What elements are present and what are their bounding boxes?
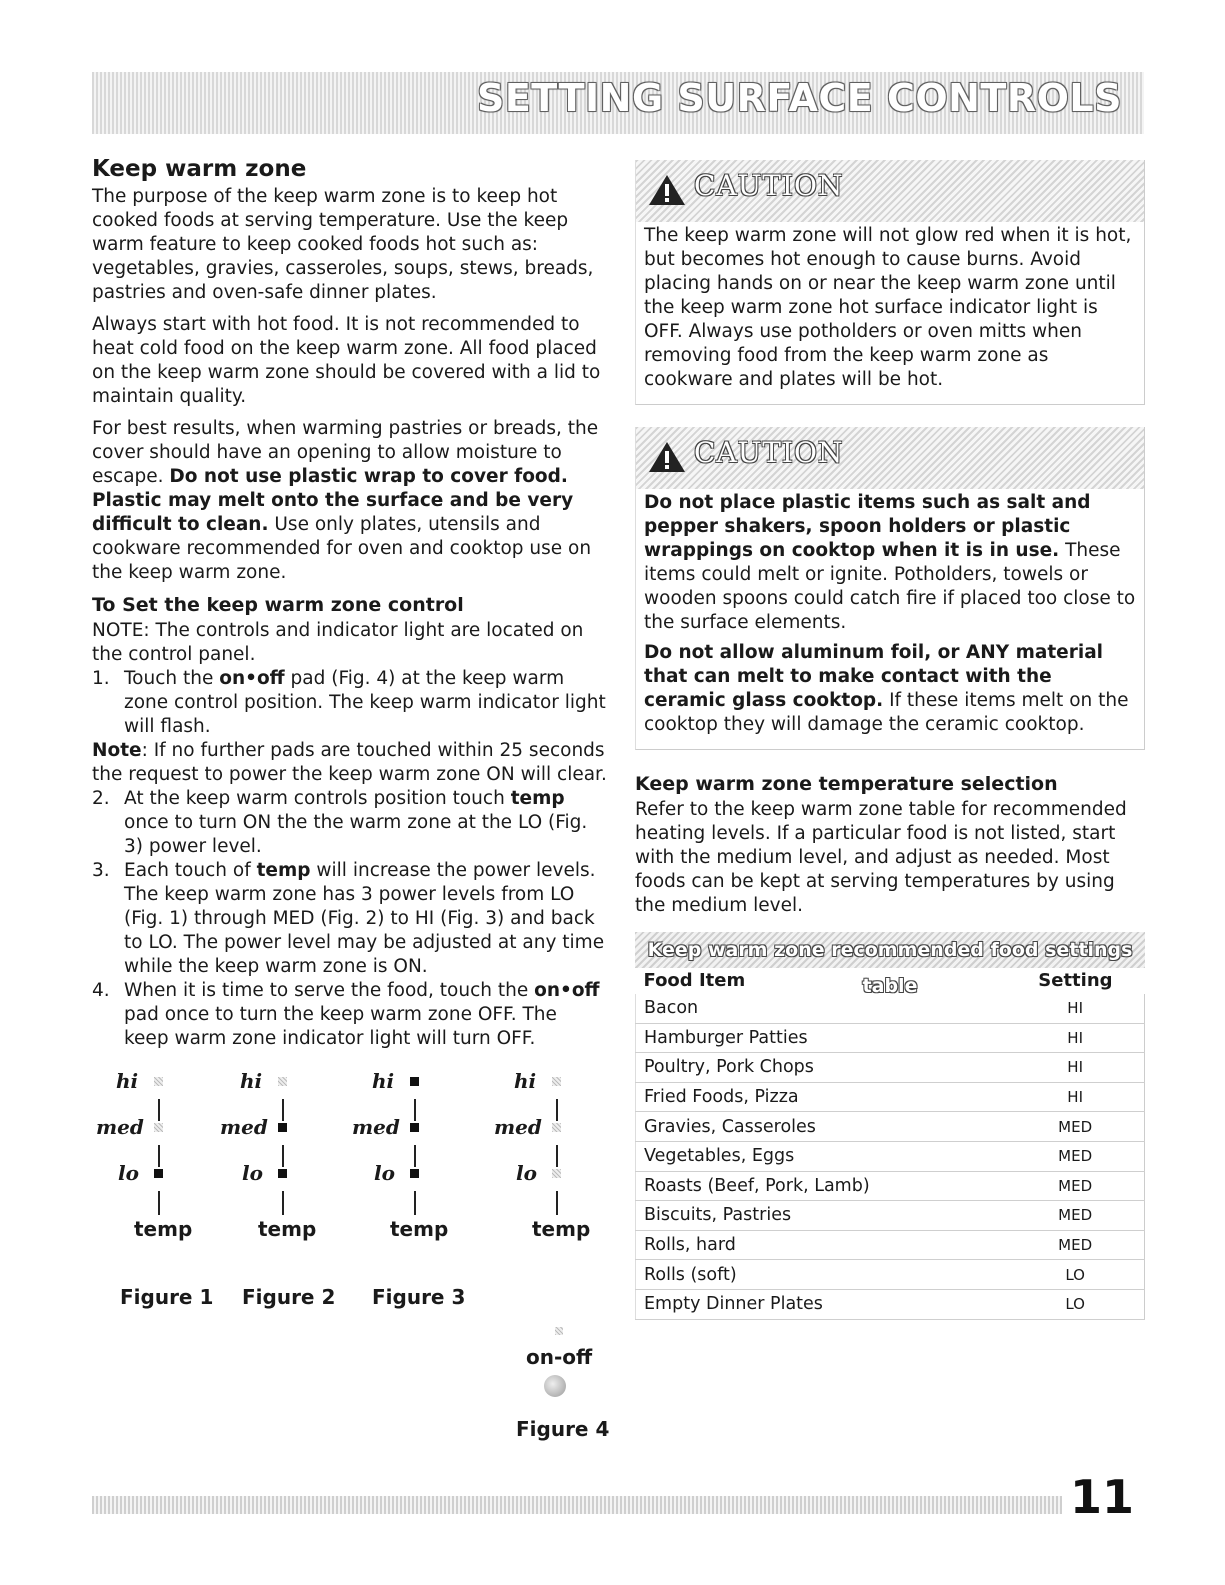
column-header-setting: Setting: [1038, 970, 1113, 991]
food-item-cell: Hamburger Patties: [636, 1023, 1007, 1053]
step-3: [92, 859, 607, 979]
food-item-cell: Biscuits, Pastries: [636, 1201, 1007, 1231]
hi-label: hi: [116, 1069, 139, 1093]
step-number: 1.: [92, 668, 110, 689]
setting-cell: LO: [1006, 1289, 1144, 1319]
connector-line: [556, 1099, 558, 1121]
left-column: [92, 155, 607, 1051]
caution-bold-text: Do not allow aluminum foil, or ANY material that can melt to make contact with the ceramic glass cooktop.: [644, 642, 1104, 711]
onoff-pad-label: on-off: [526, 1345, 593, 1369]
text-run: pad (Fig. 4) at the keep warm zone control position. The keep warm indicator light will flash.: [124, 668, 606, 737]
setting-cell: HI: [1006, 1082, 1144, 1112]
connector-line: [282, 1099, 284, 1121]
table-row: [636, 1053, 1145, 1083]
table-row: [636, 1141, 1145, 1171]
text-run: Each touch of: [124, 860, 257, 881]
lo-indicator-light: [154, 1169, 163, 1178]
step-4: [92, 979, 607, 1051]
caution-foil-text: [644, 641, 1136, 737]
caution-header: [636, 427, 1144, 489]
caution-bold-text: Do not place plastic items such as salt and pepper shakers, spoon holders or plastic wrappings on cooktop when it is in use.: [644, 492, 1091, 561]
table-row: [636, 1289, 1145, 1319]
figure-1-diagram: [92, 1065, 202, 1245]
connector-line: [158, 1145, 160, 1167]
table-row: [636, 1023, 1145, 1053]
food-item-cell: Roasts (Beef, Pork, Lamb): [636, 1171, 1007, 1201]
hi-label: hi: [240, 1069, 263, 1093]
temp-pad-label: temp: [134, 1217, 193, 1241]
step-2: [92, 787, 607, 859]
setting-cell: HI: [1006, 1023, 1144, 1053]
text-run: will increase the power levels. The keep warm zone has 3 power levels from LO (Fig. 1) through MED (Fig. 2) to HI (Fig. 3) and back to LO. The power level may be adjusted at any time while the keep warm zone is ON.: [124, 860, 605, 977]
temp-term: temp: [256, 860, 311, 881]
setting-cell: HI: [1006, 994, 1144, 1023]
best-results-paragraph: [92, 417, 607, 585]
connector-line: [556, 1191, 558, 1215]
table-row: [636, 1082, 1145, 1112]
med-label: med: [220, 1115, 268, 1139]
intro-paragraph: The purpose of the keep warm zone is to keep hot cooked foods at serving temperature. Use the keep warm feature to keep cooked foods hot such as: vegetables, gravies, casseroles, soups, stews, breads, pastries and oven-safe dinner plates.: [92, 186, 594, 303]
note-controls: NOTE: The controls and indicator light are located on the control panel.: [92, 620, 584, 665]
connector-line: [282, 1145, 284, 1167]
onoff-term: on•off: [534, 980, 600, 1001]
figure-4-diagram: [490, 1065, 600, 1245]
lo-label: lo: [118, 1161, 139, 1185]
med-label: med: [96, 1115, 144, 1139]
table-row: [636, 1230, 1145, 1260]
hi-indicator-light: [154, 1077, 163, 1086]
text-run: If these items melt on the cooktop they will damage the ceramic cooktop.: [644, 690, 1129, 735]
table-row: [636, 1260, 1145, 1290]
setting-cell: MED: [1006, 1230, 1144, 1260]
warning-icon: [648, 441, 686, 473]
setting-cell: MED: [1006, 1201, 1144, 1231]
caution-body: [636, 489, 1144, 749]
food-item-cell: Fried Foods, Pizza: [636, 1082, 1007, 1112]
figure-4-caption: Figure 4: [516, 1417, 610, 1441]
header-band: [92, 72, 1144, 134]
hi-indicator-light: [278, 1077, 287, 1086]
step-number: 2.: [92, 788, 110, 809]
setting-cell: HI: [1006, 1053, 1144, 1083]
caution-plastic-text: [644, 491, 1136, 635]
onoff-pad-icon: [544, 1375, 566, 1397]
note-timeout: [92, 739, 607, 787]
text-run: For best results, when warming pastries or breads, the cover should have an opening to allow moisture to escape.: [92, 418, 599, 487]
table-row: [636, 1112, 1145, 1142]
connector-line: [556, 1145, 558, 1167]
right-column: [635, 160, 1145, 1320]
setting-cell: MED: [1006, 1171, 1144, 1201]
med-label: med: [352, 1115, 400, 1139]
step-1: [92, 667, 607, 739]
lo-label: lo: [242, 1161, 263, 1185]
lo-label: lo: [516, 1161, 537, 1185]
setting-cell: MED: [1006, 1112, 1144, 1142]
hot-food-paragraph: Always start with hot food. It is not recommended to heat cold food on the keep warm zone. All food placed on the keep warm zone should be covered with a lid to maintain quality.: [92, 314, 601, 407]
caution-box-burns: [635, 160, 1145, 405]
hi-indicator-light: [552, 1077, 561, 1086]
food-item-cell: Bacon: [636, 994, 1007, 1023]
food-settings-table: [635, 968, 1145, 1320]
figure-2-caption: Figure 2: [242, 1285, 336, 1309]
caution-title: CAUTION: [694, 169, 844, 202]
food-item-cell: Rolls, hard: [636, 1230, 1007, 1260]
caution-body: [636, 222, 1144, 404]
onoff-term: on•off: [219, 668, 285, 689]
plastic-warning: Do not use plastic wrap to cover food. Plastic may melt onto the surface and be very difficult to clean.: [92, 466, 574, 535]
steps-list-cont: [92, 787, 607, 1051]
temperature-selection-heading: Keep warm zone temperature selection: [635, 773, 1058, 795]
temp-term: temp: [510, 788, 565, 809]
onoff-indicator-light: [555, 1327, 563, 1335]
connector-line: [414, 1145, 416, 1167]
figure-3-diagram: [348, 1065, 458, 1245]
caution-box-plastic: [635, 427, 1145, 750]
keep-warm-heading: Keep warm zone: [92, 156, 307, 182]
setting-cell: LO: [1006, 1260, 1144, 1290]
med-indicator-light: [278, 1123, 287, 1132]
food-item-cell: Gravies, Casseroles: [636, 1112, 1007, 1142]
food-item-cell: Rolls (soft): [636, 1260, 1007, 1290]
text-run: once to turn ON the the warm zone at the LO (Fig. 3) power level.: [124, 812, 588, 857]
set-control-heading: To Set the keep warm zone control: [92, 594, 464, 616]
table-title: Keep warm zone recommended food settings table: [635, 932, 1145, 968]
lo-indicator-light: [278, 1169, 287, 1178]
connector-line: [158, 1099, 160, 1121]
figure-3-caption: Figure 3: [372, 1285, 466, 1309]
connector-line: [158, 1191, 160, 1215]
figure-1-caption: Figure 1: [120, 1285, 214, 1309]
food-item-cell: Poultry, Pork Chops: [636, 1053, 1007, 1083]
hi-label: hi: [372, 1069, 395, 1093]
text-run: : If no further pads are touched within 25 seconds the request to power the keep warm zone ON will clear.: [92, 740, 607, 785]
temp-pad-label: temp: [532, 1217, 591, 1241]
text-run: At the keep warm controls position touch: [124, 788, 511, 809]
text-run: Touch the: [124, 668, 220, 689]
food-item-cell: Empty Dinner Plates: [636, 1289, 1007, 1319]
temp-pad-label: temp: [258, 1217, 317, 1241]
warning-icon: [648, 174, 686, 206]
temperature-selection-text: Refer to the keep warm zone table for recommended heating levels. If a particular food is not listed, start with the medium level, and adjust as needed. Most foods can be kept at serving temperatures by using the medium level.: [635, 799, 1127, 916]
food-item-cell: Vegetables, Eggs: [636, 1141, 1007, 1171]
lo-indicator-light: [552, 1169, 561, 1178]
page-number: 11: [1070, 1470, 1135, 1524]
caution-title: CAUTION: [694, 436, 844, 469]
step-number: 3.: [92, 860, 110, 881]
med-indicator-light: [154, 1123, 163, 1132]
lo-label: lo: [374, 1161, 395, 1185]
hi-label: hi: [514, 1069, 537, 1093]
note-label: Note: [92, 740, 142, 761]
caution-header: [636, 160, 1144, 222]
step-number: 4.: [92, 980, 110, 1001]
connector-line: [414, 1191, 416, 1215]
table-row: [636, 1201, 1145, 1231]
med-indicator-light: [552, 1123, 561, 1132]
steps-list: [92, 667, 607, 739]
connector-line: [282, 1191, 284, 1215]
med-label: med: [494, 1115, 542, 1139]
lo-indicator-light: [410, 1169, 419, 1178]
text-run: These items could melt or ignite. Potholders, towels or wooden spoons could catch fire if placed too close to the surface elements.: [644, 540, 1136, 633]
column-header-food-item: Food Item: [643, 970, 746, 991]
text-run: Use only plates, utensils and cookware recommended for oven and cooktop use on the keep warm zone.: [92, 514, 592, 583]
setting-cell: MED: [1006, 1141, 1144, 1171]
med-indicator-light: [410, 1123, 419, 1132]
connector-line: [414, 1099, 416, 1121]
text-run: pad once to turn the keep warm zone OFF. The keep warm zone indicator light will turn OFF.: [124, 1004, 557, 1049]
caution-text: The keep warm zone will not glow red when it is hot, but becomes hot enough to cause burns. Avoid placing hands on or near the keep warm zone until the keep warm zone hot surface indicator light is OFF. Always use potholders or oven mitts when removing food from the keep warm zone as cookware and plates will be hot.: [644, 225, 1132, 390]
text-run: When it is time to serve the food, touch the: [124, 980, 535, 1001]
hi-indicator-light: [410, 1077, 419, 1086]
page-title: SETTING SURFACE CONTROLS: [476, 76, 1122, 120]
figure-2-diagram: [216, 1065, 326, 1245]
table-row: [636, 1171, 1145, 1201]
temp-pad-label: temp: [390, 1217, 449, 1241]
footer-band: [92, 1496, 1062, 1514]
control-figures: [92, 1065, 612, 1455]
